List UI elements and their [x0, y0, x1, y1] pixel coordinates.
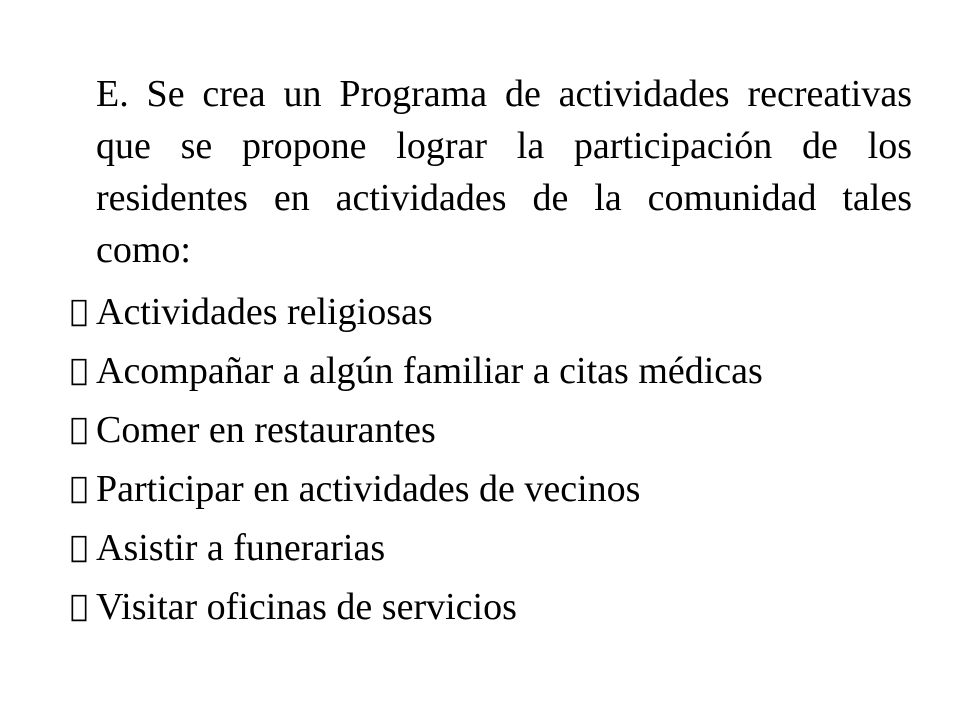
- list-item: [70, 341, 930, 400]
- list-item: [70, 400, 930, 459]
- list-item-text: Acompañar a algún familiar a citas médicas: [96, 349, 763, 392]
- activity-list: [70, 282, 930, 636]
- bullet-icon: [70, 584, 96, 630]
- bullet-icon: [70, 525, 96, 571]
- bullet-icon: [70, 348, 96, 394]
- list-item-text: Actividades religiosas: [96, 290, 433, 333]
- intro-paragraph: E. Se crea un Programa de actividades recreativas que se propone lograr la participación de los residentes en actividades de la comunidad tales como:: [96, 73, 912, 271]
- list-item-text: Comer en restaurantes: [96, 408, 436, 451]
- list-item-text: Visitar oficinas de servicios: [96, 585, 517, 628]
- list-item: [70, 577, 930, 636]
- list-item: [70, 518, 930, 577]
- list-item-text: Participar en actividades de vecinos: [96, 467, 641, 510]
- bullet-icon: [70, 407, 96, 453]
- list-item-text: Asistir a funerarias: [96, 526, 386, 569]
- list-item: [70, 282, 930, 341]
- bullet-icon: [70, 466, 96, 512]
- bullet-icon: [70, 289, 96, 335]
- list-item: [70, 459, 930, 518]
